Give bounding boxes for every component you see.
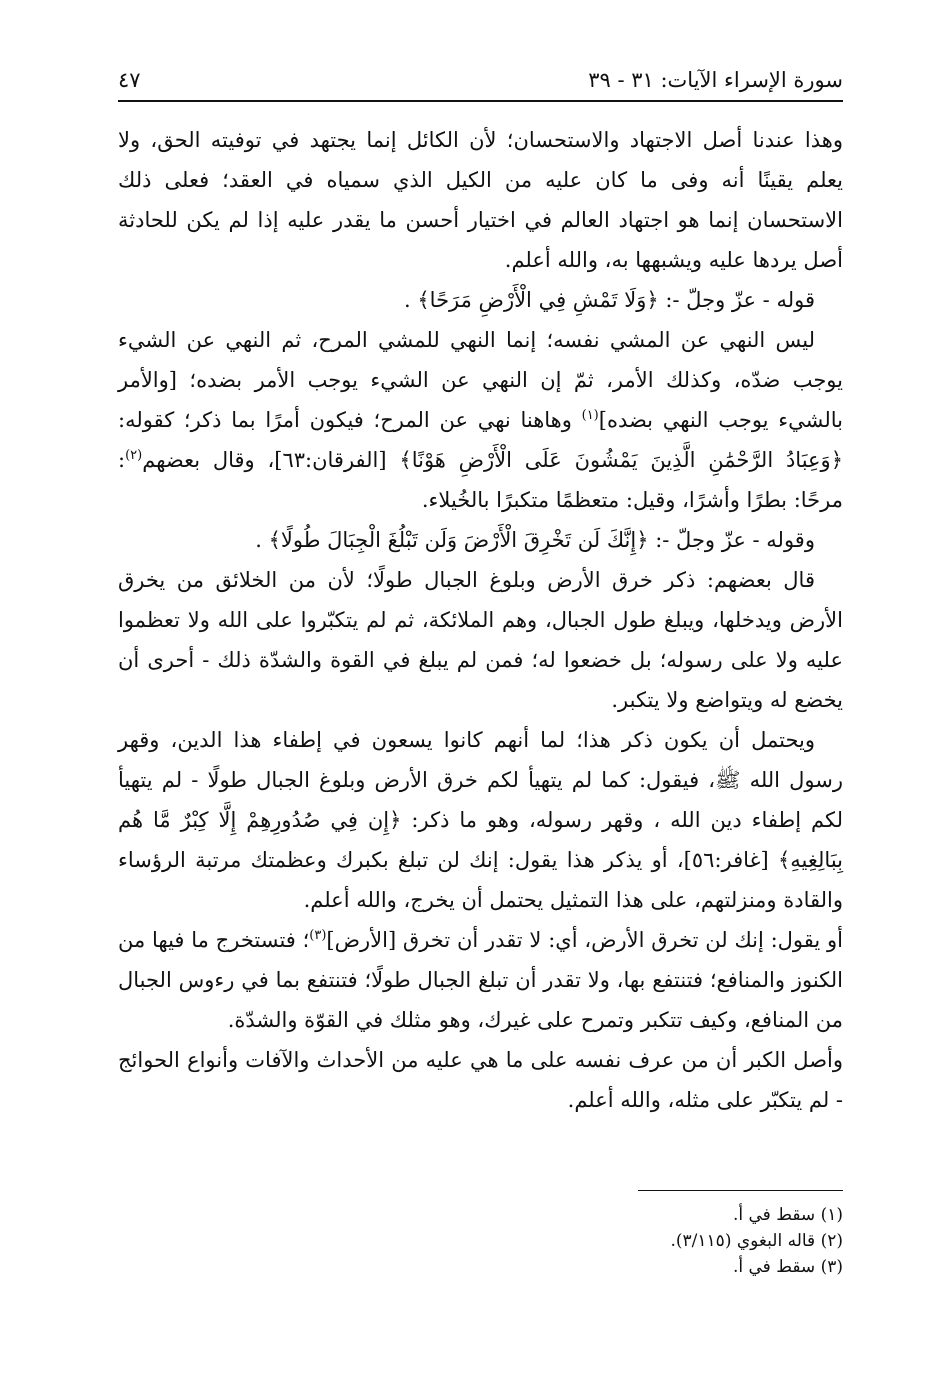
paragraph-3: [118, 320, 843, 520]
paragraph-8: وأصل الكبر أن من عرف نفسه على ما هي عليه من الأحداث والآفات وأنواع الحوائج - لم يتكبّر على مثله، والله أعلم.: [118, 1048, 843, 1112]
footnote-ref-3: (٣): [309, 928, 327, 943]
header-title: سورة الإسراء الآيات: ٣١ - ٣٩: [588, 68, 843, 92]
text-run: : مرحًا: بطرًا وأشرًا، وقيل: متعظمًا متكبرًا بالخُيلاء.: [118, 448, 843, 512]
text-run: ويحتمل أن يكون ذكر هذا؛ لما أنهم كانوا يسعون في إطفاء هذا الدين، وقهر رسول الله ﷺ، فيقول: كما لم يتهيأ لكم خرق الأرض وبلوغ الجبال طولًا - لم يتهيأ لكم إطفاء دين الله ، وقهر رسوله، وهو ما ذكر:: [118, 728, 843, 832]
text-run: [الفرقان:٦٣]، وقال بعضهم: [142, 448, 400, 472]
quran-verse: ﴿إِنَّكَ لَن تَخْرِقَ الْأَرْضَ وَلَن تَبْلُغَ الْجِبَالَ طُولًا﴾: [268, 528, 649, 552]
paragraph-1: وهذا عندنا أصل الاجتهاد والاستحسان؛ لأن الكائل إنما يجتهد في توفيته الحق، ولا يعلم يقينًا أنه وفى ما كان عليه من الكيل الذي سمياه في العقد؛ فعلى ذلك الاستحسان إنما هو اجتهاد العالم في اختيار أحسن ما يقدر عليه إذا لم يكن للحادثة أصل يردها عليه ويشبهها به، والله أعلم.: [118, 128, 843, 272]
running-header: [118, 52, 843, 98]
paragraph-6: [118, 720, 843, 920]
footnote-1: (١) سقط في أ.: [732, 1205, 843, 1225]
header-divider: [118, 100, 843, 102]
page: [118, 52, 843, 1352]
quran-verse: ﴿وَلَا تَمْشِ فِي الْأَرْضِ مَرَحًا﴾: [417, 288, 659, 312]
footnote-ref-1: (١): [581, 408, 599, 423]
paragraph-4: [118, 520, 843, 560]
text-run: ليس النهي عن المشي نفسه؛ إنما النهي للمشي المرح، ثم النهي عن الشيء يوجب ضدّه، وكذلك الأمر، ثمّ إن النهي عن الشيء يوجب الأمر بضده؛ [والأمر بالشيء يوجب النهي بضده]: [118, 328, 843, 432]
text-run: [غافر:٥٦]، أو يذكر هذا يقول: إنك لن تبلغ بكبرك وعظمتك مرتبة الرؤساء والقادة ومنزلتهم، على هذا التمثيل يحتمل أن يخرج، والله أعلم.: [118, 848, 843, 912]
punctuation: .: [255, 528, 269, 552]
body-text: [118, 120, 843, 1120]
footnote-ref-2: (٢): [125, 448, 143, 463]
paragraph-5: قال بعضهم: ذكر خرق الأرض وبلوغ الجبال طولًا؛ لأن من الخلائق من يخرق الأرض ويدخلها، ويبلغ طول الجبال، وهم الملائكة، ثم لم يتكبّروا على الله ولا تعظموا عليه ولا على رسوله؛ بل خضعوا له؛ فمن لم يبلغ في القوة والشدّة ذلك - أحرى أن يخضع له ويتواضع ولا يتكبر.: [118, 568, 843, 712]
text-run: أو يقول: إنك لن تخرق الأرض، أي: لا تقدر أن تخرق [الأرض]: [326, 928, 844, 952]
text-run: ؛ فتستخرج ما فيها من الكنوز والمنافع؛ فتنتفع بها، ولا تقدر أن تبلغ الجبال طولًا؛ فتنتفع بما في رءوس الجبال من المنافع، وكيف تتكبر وتمرح على غيرك، وهو مثلك في القوّة والشدّة.: [118, 928, 843, 1032]
punctuation: .: [404, 288, 418, 312]
verse-intro: وقوله - عزّ وجلّ -:: [648, 528, 815, 552]
footnote-3: (٣) سقط في أ.: [732, 1257, 843, 1277]
quran-verse: ﴿إِن فِي صُدُورِهِمْ إِلَّا كِبْرٌ مَّا هُم بِبَالِغِيهِ﴾: [118, 808, 843, 872]
text-run: وهاهنا نهي عن المرح؛ فيكون أمرًا بما ذكر؛ كقوله:: [118, 408, 582, 432]
paragraph-2: [118, 280, 843, 320]
verse-intro: قوله - عزّ وجلّ -:: [658, 288, 815, 312]
footnote-divider: [638, 1190, 843, 1191]
quran-verse: ﴿وَعِبَادُ الرَّحْمَٰنِ الَّذِينَ يَمْشُونَ عَلَى الْأَرْضِ هَوْنًا﴾: [399, 448, 844, 472]
footnotes: [118, 1202, 843, 1280]
page-number: ٤٧: [118, 68, 141, 92]
paragraph-7: [118, 920, 843, 1040]
footnote-2: (٢) قاله البغوي (٣/١١٥).: [670, 1231, 843, 1251]
